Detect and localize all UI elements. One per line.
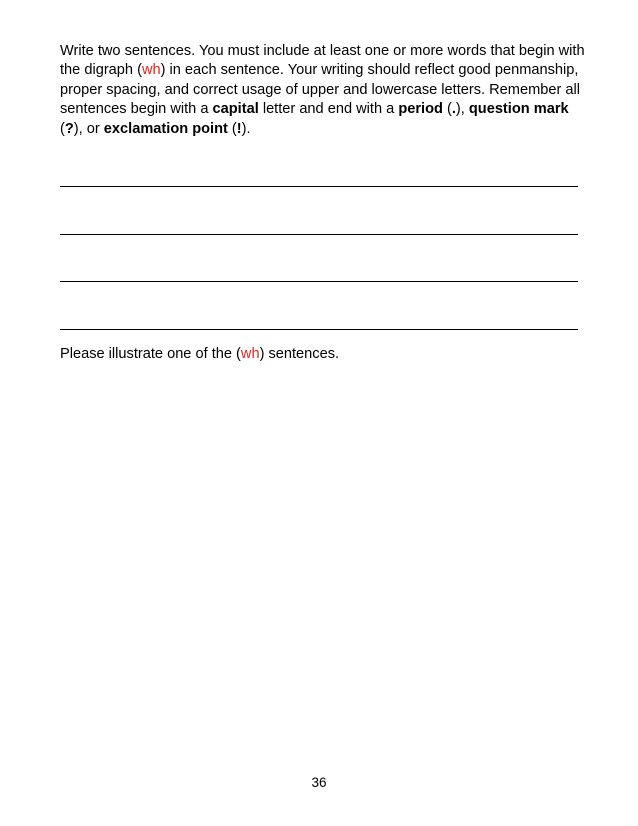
digraph-highlight: wh: [141, 62, 161, 79]
instructions-text: (: [60, 120, 65, 137]
writing-line-3: [60, 281, 578, 282]
digraph-highlight: wh: [240, 346, 260, 362]
period-symbol: .: [451, 101, 456, 118]
illustrate-text: ) sentences.: [259, 346, 340, 362]
illustrate-prompt: [60, 345, 339, 364]
instructions-text: ) in each sentence. Your writing should reflect good penmanship, proper spacing, and correct usage of upper and lowercase letters. Remember all sentences begin with a: [60, 62, 580, 118]
instructions-text: (: [227, 120, 237, 137]
instructions-text: ), or: [73, 120, 104, 137]
instructions-text: letter and end with a: [258, 101, 399, 118]
question-mark-symbol: ?: [64, 120, 74, 137]
writing-line-2: [60, 234, 578, 235]
instructions-text: (: [442, 101, 452, 118]
writing-line-4: [60, 329, 578, 330]
writing-line-1: [60, 186, 578, 187]
keyword-capital: capital: [212, 101, 259, 118]
illustrate-text: Please illustrate one of the (: [60, 346, 241, 362]
exclamation-symbol: !: [236, 120, 242, 137]
page-number: 36: [311, 775, 327, 790]
instructions-text: ).: [241, 120, 251, 137]
keyword-question-mark: question mark: [468, 101, 569, 118]
instructions-text: ),: [455, 101, 469, 118]
instructions-paragraph: [60, 42, 590, 139]
keyword-period: period: [398, 101, 443, 118]
instructions-text: Write two sentences. You must include at least one or more words that begin with the digraph (: [60, 43, 585, 79]
keyword-exclamation-point: exclamation point: [103, 120, 228, 137]
